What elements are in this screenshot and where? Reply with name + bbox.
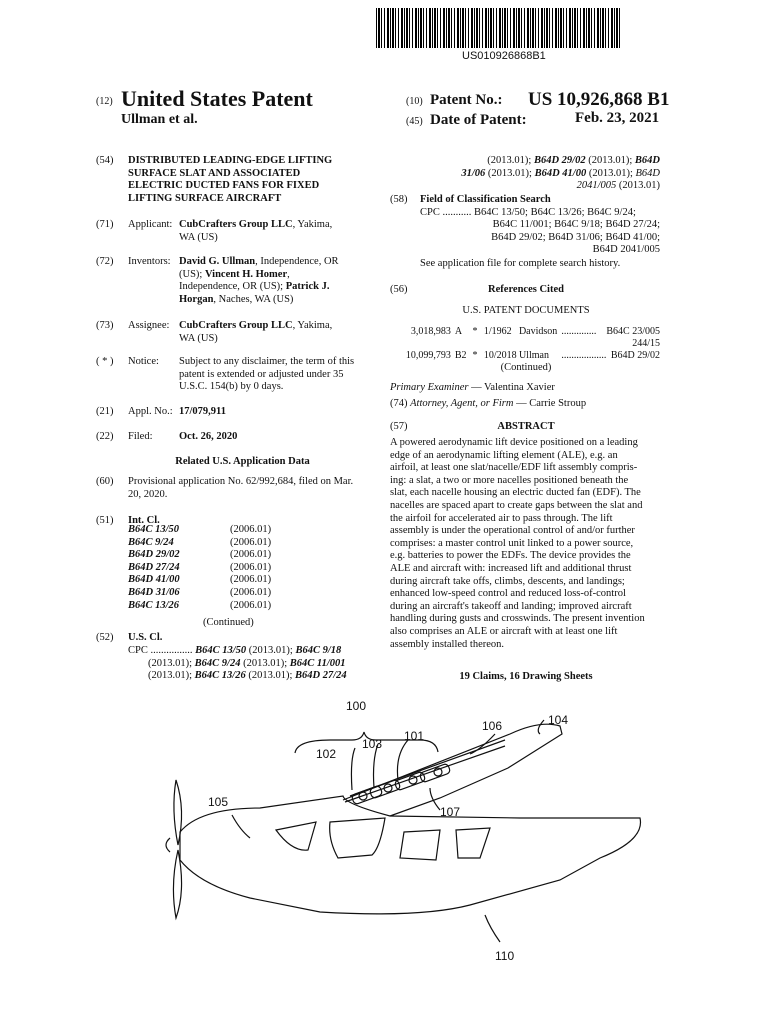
leader-104 — [538, 720, 544, 734]
intcl-class: B64D 41/00 — [128, 574, 180, 586]
kind-code-12: (12) — [96, 96, 113, 107]
label-106: 106 — [482, 719, 503, 733]
applicant — [179, 219, 389, 244]
claims-summary: 19 Claims, 16 Drawing Sheets — [459, 671, 593, 682]
reference-row — [398, 338, 660, 350]
uscl-version: (2013.01); — [586, 167, 636, 179]
uscl-class: B64C 13/26 — [194, 670, 246, 682]
abstract-line: handling during gusts and crosswinds. The present invention — [390, 613, 645, 625]
intcl-class: B64D 29/02 — [128, 549, 180, 561]
ref-class: B64C 23/005 — [606, 326, 660, 337]
inventor-location: (US); — [179, 268, 205, 280]
uscl-code: (52) — [96, 632, 114, 643]
abstract-line: also comprises an ALE or aircraft with at least one lift — [390, 625, 618, 637]
uscl-version: (2013.01); — [245, 670, 296, 682]
ref-name: Davidson — [518, 326, 558, 337]
inventor-name: David G. Ullman — [179, 256, 256, 267]
applicant-country: WA (US) — [179, 231, 218, 243]
title-line: ELECTRIC DUCTED FANS FOR FIXED — [128, 180, 320, 192]
uscl-class: B64D — [634, 155, 660, 166]
abstract-line: slat, each nacelle housing an electric ducted fan (EDF). The — [390, 487, 641, 499]
windshield — [276, 822, 316, 850]
uscl-version: (2013.01); — [240, 657, 290, 669]
ref-star: * — [472, 350, 478, 361]
provisional-line: 20, 2020. — [128, 488, 168, 500]
fuselage-outline — [180, 796, 641, 914]
patent-number: US 10,926,868 B1 — [528, 89, 670, 110]
provisional-text — [128, 476, 390, 501]
intcl-row — [128, 600, 271, 613]
patent-date: Feb. 23, 2021 — [575, 110, 660, 126]
title-code: (54) — [96, 155, 114, 166]
refs-heading: References Cited — [488, 284, 564, 295]
title-line: SURFACE SLAT AND ASSOCIATED — [128, 167, 301, 179]
attorney-dash: — — [513, 398, 530, 409]
abstract-line: during an aircraft's takeoff and landing; improved aircraft — [390, 600, 632, 612]
ref-number: 3,018,983 — [410, 326, 451, 337]
inventor-location: Independence, OR (US); — [179, 281, 286, 293]
uscl-class: B64D 27/24 — [295, 670, 347, 682]
attorney-line — [390, 398, 586, 411]
abstract-line: ing: a slat, a two or more nacelles positioned beneath the — [390, 474, 629, 486]
patent-type: United States Patent — [121, 86, 313, 111]
ref-name — [519, 338, 561, 350]
applicant-name: CubCrafters Group LLC — [179, 219, 293, 230]
refs-subheading: U.S. PATENT DOCUMENTS — [462, 305, 590, 316]
aircraft-figure — [0, 690, 768, 1024]
cabin-window — [400, 830, 440, 860]
kind-code-10: (10) — [406, 96, 423, 107]
intcl-version: (2006.01) — [230, 574, 272, 586]
abstract-line: during aircraft take offs, climbs, descents, and landings; — [390, 575, 625, 587]
related-heading: Related U.S. Application Data — [175, 456, 310, 467]
barcode — [376, 8, 621, 48]
abstract-line: ALE and aircraft with: increased lift and additional thrust — [390, 562, 632, 574]
uscl-text — [128, 645, 393, 683]
uscl-class: 2041/005 — [576, 180, 617, 192]
intcl-class: B64D 31/06 — [128, 586, 180, 598]
propeller-blade — [174, 780, 182, 845]
ref-class: B64D 29/02 — [610, 350, 660, 361]
field-code: (58) — [390, 194, 408, 205]
inventor-name: Vincent H. Homer — [204, 268, 288, 280]
provisional-line: Provisional application No. 62/992,684, filed on Mar. — [128, 476, 354, 487]
uscl-class: B64D 41/00 — [534, 167, 587, 179]
cabin-window — [456, 828, 490, 858]
filed-label: Filed: — [128, 431, 153, 442]
ref-date: 10/2018 — [483, 350, 517, 361]
leader-101 — [397, 740, 408, 780]
inventor-name: Horgan — [179, 293, 214, 305]
assignee-country: WA (US) — [179, 332, 218, 344]
uscl-version: (2013.01); — [246, 645, 296, 656]
ref-dots: .............. — [561, 326, 597, 337]
notice-code: ( * ) — [96, 356, 114, 367]
intcl-code: (51) — [96, 515, 114, 526]
cabin-window — [330, 818, 385, 858]
uscl-class: B64C 13/50 — [195, 645, 247, 656]
intcl-version: (2006.01) — [230, 536, 272, 548]
intcl-version: (2006.01) — [230, 599, 272, 611]
notice-line: Subject to any disclaimer, the term of this — [179, 356, 355, 367]
applicant-code: (71) — [96, 219, 114, 230]
refs-table — [398, 326, 660, 362]
examiner-name: Valentina Xavier — [484, 382, 555, 393]
field-label: Field of Classification Search — [420, 194, 551, 205]
attorney-name: Carrie Stroup — [529, 398, 587, 409]
abstract-line: A powered aerodynamic lift device positioned on a leading — [390, 437, 638, 448]
ref-star: * — [472, 326, 478, 337]
uscl-version: (2013.01); — [148, 670, 195, 682]
ref-star — [472, 338, 483, 350]
uscl-class: B64C 9/24 — [194, 657, 241, 669]
applicant-city: , Yakima, — [292, 219, 333, 230]
examiner-line — [390, 382, 555, 395]
abstract-line: edge of an aerodynamic lifting element (ALE), e.g. an — [390, 449, 618, 461]
abstract-line: airfoil, at least one slat/nacelle/EDF lift assembly compris- — [390, 462, 638, 474]
patent-no-label: Patent No.: — [430, 92, 503, 108]
appl-number: 17/079,911 — [179, 406, 226, 417]
intcl-continued: (Continued) — [203, 617, 254, 628]
ref-class: 244/15 — [632, 338, 660, 349]
uscl-version: (2013.01) — [616, 180, 660, 192]
inventor-separator: , — [287, 268, 290, 280]
examiner-label: Primary Examiner — [390, 382, 469, 393]
ref-number: 10,099,793 — [405, 350, 451, 361]
fan-disc — [409, 776, 417, 784]
inventors-label: Inventors: — [128, 256, 171, 267]
uscl-cpc: CPC ................ — [128, 645, 193, 656]
assignee-name: CubCrafters Group LLC — [179, 320, 293, 331]
propeller-blade — [173, 850, 181, 918]
intcl-class: B64C 9/24 — [128, 536, 174, 548]
ref-number — [398, 338, 451, 350]
intcl-row — [128, 524, 271, 537]
field-cpc-lines — [392, 219, 660, 257]
intcl-class: B64C 13/26 — [128, 599, 180, 611]
inventor-name: Patrick J. — [285, 281, 330, 293]
notice-line: U.S.C. 154(b) by 0 days. — [179, 381, 284, 393]
intcl-label: Int. Cl. — [128, 515, 160, 526]
inventors-code: (72) — [96, 256, 114, 267]
intcl-row — [128, 537, 271, 550]
abstract-line: enhanced low-speed control and reduced loss-of-control — [390, 588, 626, 600]
notice-label: Notice: — [128, 356, 159, 367]
abstract-line: nacelles are spaced apart to create gaps between the slat and — [390, 499, 643, 511]
intcl-row — [128, 562, 271, 575]
intcl-version: (2006.01) — [230, 561, 272, 573]
attorney-code: (74) — [390, 398, 408, 409]
filed-date: Oct. 26, 2020 — [179, 431, 238, 442]
field-cpc-line: B64C 11/001; B64C 9/18; B64D 27/24; — [492, 219, 660, 230]
inventor-location: , Naches, WA (US) — [213, 293, 294, 305]
abstract-heading: ABSTRACT — [497, 421, 555, 432]
title-line: DISTRIBUTED LEADING-EDGE LIFTING — [128, 155, 333, 166]
intcl-version: (2006.01) — [230, 549, 272, 561]
abstract-line: assembly is under the operational control of and/or further — [390, 525, 635, 537]
uscl-class: 31/06 — [461, 167, 486, 179]
examiner-dash: — — [468, 382, 485, 393]
label-103: 103 — [362, 737, 383, 751]
ref-kind — [451, 338, 473, 350]
attorney-label: Attorney, Agent, or Firm — [410, 398, 514, 409]
refs-code: (56) — [390, 284, 408, 295]
assignee-city: , Yakima, — [292, 320, 333, 331]
uscl-version: (2013.01); — [585, 155, 635, 166]
label-105: 105 — [208, 795, 229, 809]
label-110: 110 — [495, 949, 515, 963]
reference-row — [398, 350, 660, 362]
intcl-class: B64D 27/24 — [128, 561, 180, 573]
appl-code: (21) — [96, 406, 114, 417]
label-102: 102 — [316, 747, 337, 761]
wing-slat-line — [345, 746, 505, 802]
label-100: 100 — [346, 699, 367, 713]
abstract-line: the airfoil for accelerated air to pass through. The lift — [390, 512, 613, 524]
barcode-number: US010926868B1 — [462, 50, 546, 62]
provisional-code: (60) — [96, 476, 114, 487]
abstract-code: (57) — [390, 421, 408, 432]
assignee-code: (73) — [96, 320, 114, 331]
leader-110 — [485, 915, 500, 942]
field-cpc-line: B64D 2041/005 — [592, 244, 660, 256]
title-line: LIFTING SURFACE AIRCRAFT — [128, 192, 282, 204]
field-cpc-line: B64D 29/02; B64D 31/06; B64D 41/00; — [491, 231, 660, 243]
ref-name: Ullman — [518, 350, 549, 361]
abstract-line: assembly installed thereon. — [390, 638, 505, 650]
ref-kind: A — [454, 326, 463, 337]
assignee — [179, 320, 389, 345]
leader-102 — [351, 748, 355, 790]
uscl-version: (2013.01); — [148, 657, 195, 669]
inventor-location: , Independence, OR — [255, 256, 339, 267]
intcl-row — [128, 549, 271, 562]
uscl-class: B64D 29/02 — [533, 155, 586, 166]
abstract-line: comprises: a master control unit linked to a power source, — [390, 537, 634, 549]
inventors-short: Ullman et al. — [121, 112, 198, 127]
uscl-class: B64D — [635, 167, 660, 179]
label-101: 101 — [404, 729, 425, 743]
field-cpc-line: CPC ........... B64C 13/50; B64C 13/26; B64C 9/24; — [420, 207, 636, 218]
uscl-version: (2013.01); — [485, 167, 535, 179]
filed-code: (22) — [96, 431, 114, 442]
uscl-class: B64C 9/18 — [295, 645, 342, 656]
applicant-label: Applicant: — [128, 219, 173, 230]
intcl-row — [128, 574, 271, 587]
reference-row — [398, 326, 660, 338]
intcl-table — [128, 524, 271, 612]
intcl-version: (2006.01) — [230, 524, 272, 535]
spinner — [166, 838, 170, 852]
uscl-class: B64C 11/001 — [289, 657, 346, 669]
label-107: 107 — [440, 805, 461, 819]
notice-line: patent is extended or adjusted under 35 — [179, 368, 344, 380]
uscl-version: (2013.01); — [487, 155, 534, 166]
ref-dots — [561, 338, 606, 350]
intcl-row — [128, 587, 271, 600]
ref-kind: B2 — [454, 350, 467, 361]
inventors — [179, 256, 389, 306]
intcl-version: (2006.01) — [230, 586, 272, 598]
intcl-class: B64C 13/50 — [128, 524, 180, 535]
ref-date — [484, 338, 519, 350]
date-label: Date of Patent: — [430, 112, 527, 128]
abstract-body — [390, 437, 662, 651]
refs-continued: (Continued) — [500, 362, 552, 373]
patent-title — [128, 155, 388, 205]
assignee-label: Assignee: — [128, 320, 170, 331]
ref-dots: .................. — [561, 350, 607, 361]
appl-label: Appl. No.: — [128, 406, 173, 417]
ref-date: 1/1962 — [483, 326, 512, 337]
kind-code-45: (45) — [406, 116, 423, 127]
field-see-note: See application file for complete search history. — [420, 258, 621, 269]
label-104: 104 — [548, 713, 569, 727]
notice-text — [179, 356, 389, 394]
abstract-line: e.g. batteries to power the EDFs. The device provides the — [390, 550, 631, 562]
uscl-label: U.S. Cl. — [128, 632, 163, 643]
leader-105 — [232, 815, 250, 838]
uscl-continuation — [392, 155, 660, 193]
